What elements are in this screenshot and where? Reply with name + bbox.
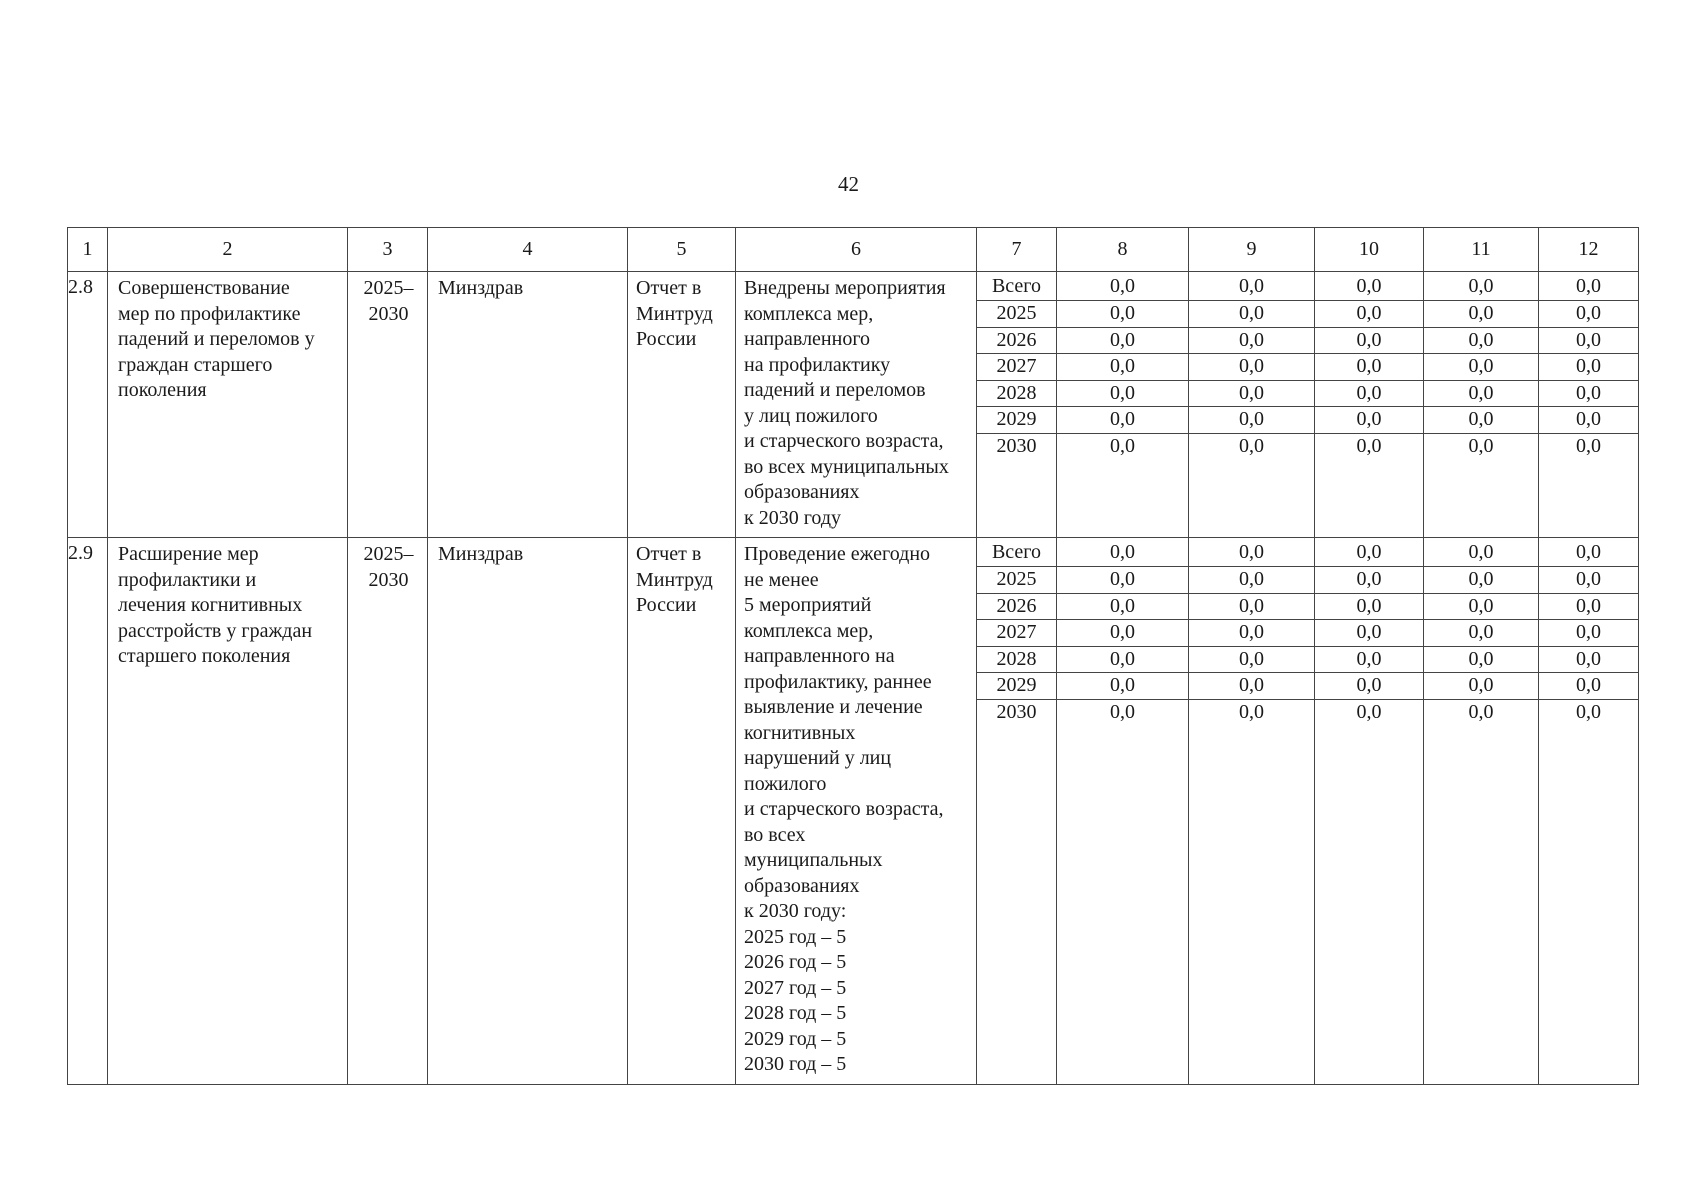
text-line: профилактики и bbox=[118, 568, 257, 591]
year-label: 2028 bbox=[977, 647, 1056, 674]
row-number: 2.8 bbox=[68, 272, 108, 538]
value-cell: 0,0 bbox=[1424, 354, 1538, 381]
text-line: 2030 год – 5 bbox=[744, 1053, 847, 1075]
value-cell: 0,0 bbox=[1315, 381, 1423, 408]
value-cell: 0,0 bbox=[1468, 434, 1494, 457]
text-line: и старческого возраста, bbox=[744, 798, 944, 820]
value-cell: 0,0 bbox=[1057, 594, 1188, 621]
text-line: Отчет в bbox=[636, 543, 702, 565]
text-line: во всех муниципальных bbox=[744, 455, 949, 478]
year-label: 2029 bbox=[977, 673, 1056, 700]
year-label: 2027 bbox=[977, 620, 1056, 647]
text-line: комплекса мер, bbox=[744, 619, 874, 642]
value-cell: 0,0 bbox=[1189, 673, 1314, 700]
value-cell: 0,0 bbox=[1057, 567, 1188, 594]
year-label: 2029 bbox=[977, 407, 1056, 434]
text-line: 2030 bbox=[368, 568, 409, 591]
column-header: 4 bbox=[428, 228, 628, 272]
column-header: 10 bbox=[1315, 228, 1424, 272]
value-cell: 0,0 bbox=[1189, 354, 1314, 381]
text-line: выявление и лечение bbox=[744, 696, 923, 718]
value-cell: 0,0 bbox=[1239, 700, 1264, 723]
text-line: старшего поколения bbox=[118, 645, 291, 667]
value-cell: 0,0 bbox=[1110, 434, 1135, 457]
value-cell: 0,0 bbox=[1468, 700, 1494, 723]
text-line: образованиях bbox=[744, 481, 860, 503]
value-cell: 0,0 bbox=[1424, 328, 1538, 355]
value-cell: 0,0 bbox=[1315, 620, 1423, 647]
text-line: пожилого bbox=[744, 772, 827, 795]
text-line: направленного bbox=[744, 328, 871, 350]
measures-table bbox=[67, 227, 1639, 1085]
value-cell: 0,0 bbox=[1057, 272, 1188, 301]
text-line: падений и переломов у bbox=[118, 328, 315, 350]
text-line: 2026 год – 5 bbox=[744, 951, 847, 973]
text-line: поколения bbox=[118, 379, 207, 401]
value-cell: 0,0 bbox=[1356, 434, 1382, 457]
text-line: 2025– bbox=[363, 277, 414, 299]
text-line: России bbox=[636, 328, 697, 350]
value-cell: 0,0 bbox=[1539, 407, 1638, 434]
value-cell: 0,0 bbox=[1539, 673, 1638, 700]
column-header: 5 bbox=[628, 228, 736, 272]
text-line: направленного на bbox=[744, 645, 895, 667]
year-label: 2026 bbox=[977, 328, 1056, 355]
value-column-11 bbox=[1424, 272, 1539, 538]
value-cell: 0,0 bbox=[1539, 594, 1638, 621]
executor-cell: Минздрав bbox=[428, 272, 628, 538]
year-label: 2027 bbox=[977, 354, 1056, 381]
value-cell: 0,0 bbox=[1424, 567, 1538, 594]
page-number: 42 bbox=[838, 172, 859, 196]
value-cell: 0,0 bbox=[1539, 272, 1638, 301]
value-column-9 bbox=[1189, 538, 1315, 1085]
value-cell: 0,0 bbox=[1576, 434, 1601, 457]
year-label: 2030 bbox=[996, 434, 1037, 457]
text-line: 2027 год – 5 bbox=[744, 976, 847, 999]
value-cell: 0,0 bbox=[1424, 673, 1538, 700]
year-label: 2028 bbox=[977, 381, 1056, 408]
measure-name bbox=[108, 272, 348, 538]
text-line: Отчет в bbox=[636, 277, 702, 299]
value-cell: 0,0 bbox=[1189, 538, 1314, 567]
text-line: и старческого возраста, bbox=[744, 430, 944, 452]
year-label: 2030 bbox=[996, 700, 1037, 723]
year-label: 2026 bbox=[977, 594, 1056, 621]
text-line: мер по профилактике bbox=[118, 302, 301, 325]
value-cell: 0,0 bbox=[1315, 594, 1423, 621]
text-line: образованиях bbox=[744, 874, 860, 897]
value-cell: 0,0 bbox=[1189, 594, 1314, 621]
value-cell: 0,0 bbox=[1539, 381, 1638, 408]
column-header: 2 bbox=[108, 228, 348, 272]
column-header: 3 bbox=[348, 228, 428, 272]
text-line: к 2030 году: bbox=[744, 900, 847, 922]
value-column-8 bbox=[1057, 538, 1189, 1085]
value-cell: 0,0 bbox=[1057, 673, 1188, 700]
text-line: лечения когнитивных bbox=[118, 594, 303, 616]
value-cell: 0,0 bbox=[1315, 301, 1423, 328]
value-cell: 0,0 bbox=[1057, 301, 1188, 328]
value-cell: 0,0 bbox=[1315, 673, 1423, 700]
table-row bbox=[68, 272, 1639, 538]
year-label: 2025 bbox=[977, 567, 1056, 594]
value-cell: 0,0 bbox=[1315, 647, 1423, 674]
period-cell bbox=[348, 538, 428, 1085]
value-cell: 0,0 bbox=[1576, 700, 1601, 723]
value-cell: 0,0 bbox=[1057, 620, 1188, 647]
result-cell bbox=[736, 272, 977, 538]
value-cell: 0,0 bbox=[1189, 620, 1314, 647]
year-column bbox=[977, 272, 1057, 538]
value-cell: 0,0 bbox=[1189, 647, 1314, 674]
column-header: 12 bbox=[1539, 228, 1639, 272]
text-line: расстройств у граждан bbox=[118, 619, 313, 642]
text-line: когнитивных bbox=[744, 721, 856, 744]
value-column-8 bbox=[1057, 272, 1189, 538]
text-line: к 2030 году bbox=[744, 506, 842, 529]
value-cell: 0,0 bbox=[1189, 272, 1314, 301]
text-line: 2025 год – 5 bbox=[744, 925, 847, 948]
value-cell: 0,0 bbox=[1539, 328, 1638, 355]
year-label: Всего bbox=[977, 272, 1056, 301]
value-cell: 0,0 bbox=[1424, 594, 1538, 621]
row-number: 2.9 bbox=[68, 538, 108, 1085]
value-cell: 0,0 bbox=[1424, 647, 1538, 674]
text-line: Минтруд bbox=[636, 568, 713, 591]
value-column-10 bbox=[1315, 272, 1424, 538]
text-line: 2030 bbox=[368, 302, 409, 325]
text-line: 2025– bbox=[363, 543, 414, 565]
measure-name bbox=[108, 538, 348, 1085]
value-cell: 0,0 bbox=[1057, 381, 1188, 408]
text-line: во всех bbox=[744, 823, 806, 846]
text-line: Расширение мер bbox=[118, 543, 259, 565]
value-cell: 0,0 bbox=[1189, 301, 1314, 328]
value-cell: 0,0 bbox=[1539, 647, 1638, 674]
value-cell: 0,0 bbox=[1539, 301, 1638, 328]
text-line: 5 мероприятий bbox=[744, 594, 872, 616]
column-header: 8 bbox=[1057, 228, 1189, 272]
result-cell bbox=[736, 538, 977, 1085]
column-header: 9 bbox=[1189, 228, 1315, 272]
value-cell: 0,0 bbox=[1057, 407, 1188, 434]
report-cell bbox=[628, 538, 736, 1085]
value-cell: 0,0 bbox=[1424, 538, 1538, 567]
text-line: России bbox=[636, 594, 697, 616]
column-header: 6 bbox=[736, 228, 977, 272]
period-cell bbox=[348, 272, 428, 538]
text-line: муниципальных bbox=[744, 849, 883, 871]
column-header: 1 bbox=[68, 228, 108, 272]
report-cell bbox=[628, 272, 736, 538]
text-line: нарушений у лиц bbox=[744, 747, 892, 769]
value-cell: 0,0 bbox=[1424, 620, 1538, 647]
text-line: комплекса мер, bbox=[744, 302, 874, 325]
value-cell: 0,0 bbox=[1315, 328, 1423, 355]
value-cell: 0,0 bbox=[1315, 567, 1423, 594]
value-cell: 0,0 bbox=[1424, 407, 1538, 434]
text-line: Минтруд bbox=[636, 302, 713, 325]
value-cell: 0,0 bbox=[1057, 647, 1188, 674]
value-cell: 0,0 bbox=[1057, 538, 1188, 567]
text-line: падений и переломов bbox=[744, 379, 926, 401]
value-column-10 bbox=[1315, 538, 1424, 1085]
value-cell: 0,0 bbox=[1315, 272, 1423, 301]
text-line: Совершенствование bbox=[118, 277, 290, 299]
value-cell: 0,0 bbox=[1539, 354, 1638, 381]
value-cell: 0,0 bbox=[1315, 538, 1423, 567]
value-cell: 0,0 bbox=[1189, 567, 1314, 594]
text-line: граждан старшего bbox=[118, 353, 273, 376]
text-line: Внедрены мероприятия bbox=[744, 277, 946, 299]
text-line: на профилактику bbox=[744, 353, 891, 376]
text-line: не менее bbox=[744, 568, 819, 591]
value-cell: 0,0 bbox=[1189, 381, 1314, 408]
value-column-12 bbox=[1539, 272, 1639, 538]
year-label: Всего bbox=[977, 538, 1056, 567]
value-cell: 0,0 bbox=[1057, 328, 1188, 355]
value-cell: 0,0 bbox=[1356, 700, 1382, 723]
value-cell: 0,0 bbox=[1189, 407, 1314, 434]
text-line: Проведение ежегодно bbox=[744, 543, 931, 565]
value-cell: 0,0 bbox=[1539, 620, 1638, 647]
value-cell: 0,0 bbox=[1315, 354, 1423, 381]
year-column bbox=[977, 538, 1057, 1085]
value-cell: 0,0 bbox=[1189, 328, 1314, 355]
value-column-9 bbox=[1189, 272, 1315, 538]
value-column-11 bbox=[1424, 538, 1539, 1085]
value-cell: 0,0 bbox=[1424, 381, 1538, 408]
text-line: профилактику, раннее bbox=[744, 670, 932, 693]
column-number-row bbox=[68, 228, 1639, 272]
value-cell: 0,0 bbox=[1424, 301, 1538, 328]
value-cell: 0,0 bbox=[1539, 538, 1638, 567]
value-cell: 0,0 bbox=[1057, 354, 1188, 381]
column-header: 11 bbox=[1424, 228, 1539, 272]
value-cell: 0,0 bbox=[1539, 567, 1638, 594]
table-row bbox=[68, 538, 1639, 1085]
year-label: 2025 bbox=[977, 301, 1056, 328]
text-line: 2028 год – 5 bbox=[744, 1002, 847, 1024]
text-line: 2029 год – 5 bbox=[744, 1027, 847, 1050]
column-header: 7 bbox=[977, 228, 1057, 272]
value-cell: 0,0 bbox=[1110, 700, 1135, 723]
executor-cell: Минздрав bbox=[428, 538, 628, 1085]
value-cell: 0,0 bbox=[1239, 434, 1264, 457]
value-cell: 0,0 bbox=[1424, 272, 1538, 301]
value-column-12 bbox=[1539, 538, 1639, 1085]
value-cell: 0,0 bbox=[1315, 407, 1423, 434]
text-line: у лиц пожилого bbox=[744, 404, 878, 427]
